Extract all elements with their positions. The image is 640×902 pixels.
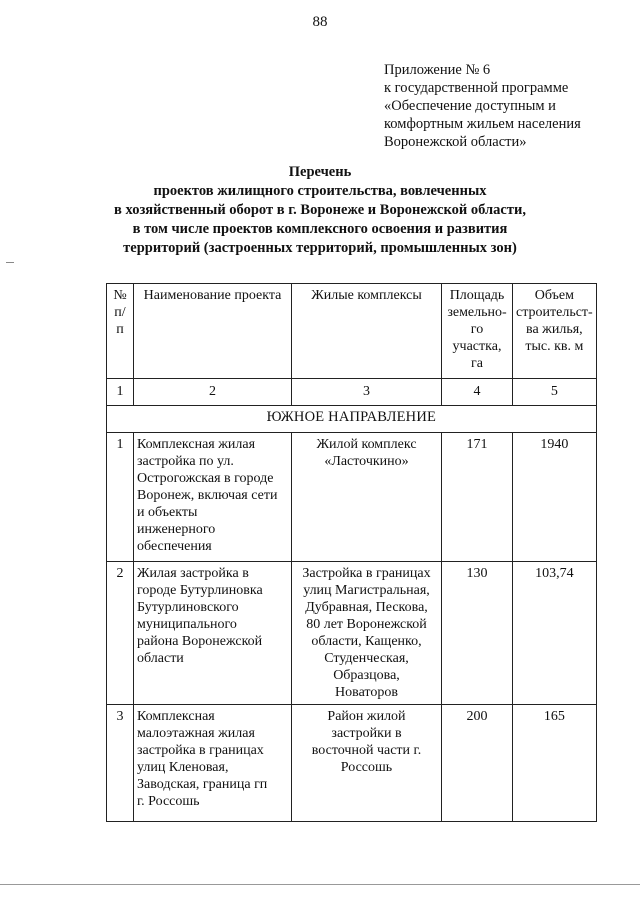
header-text: № [113,288,127,303]
cell-line: Студенческая, [324,651,409,666]
appendix-line: комфортным жильем населения [384,116,581,132]
cell-line: Комплексная жилая [137,437,256,452]
cell-line: улиц Кленовая, [137,760,229,775]
row-number: 2 [107,562,134,705]
cell-line: Жилая застройка в [137,566,249,581]
header-text: ва жилья, [526,322,583,337]
cell-line: муниципального [137,617,237,632]
cell-line: области, Кащенко, [311,634,422,649]
header-text: п [116,322,124,337]
residential-complex [292,433,442,562]
land-area: 171 [442,433,513,562]
title-line: Перечень [288,164,352,180]
title-line: проектов жилищного строительства, вовлеченных [153,183,487,199]
residential-complex [292,705,442,822]
header-cell-volume [513,284,597,379]
cell-line: городе Бутурлиновка [137,583,263,598]
cell-line: застройки в [331,726,402,741]
table-row [107,562,597,705]
cell-line: Острогожская в городе [137,471,274,486]
header-text: Жилые комплексы [311,288,422,303]
cell-line: Застройка в границах [302,566,431,581]
column-number-row [107,379,597,406]
column-number: 2 [134,379,292,406]
cell-line: «Ласточкино» [324,454,409,469]
housing-volume: 1940 [513,433,597,562]
row-number: 3 [107,705,134,822]
housing-volume: 165 [513,705,597,822]
cell-line: улиц Магистральная, [303,583,430,598]
cell-line: застройка по ул. [137,454,234,469]
cell-line: Дубравная, Пескова, [305,600,428,615]
row-number: 1 [107,433,134,562]
header-text: го [470,322,484,337]
page-number: 88 [312,14,328,30]
header-text: Площадь [449,288,505,303]
appendix-note [384,61,614,151]
cell-line: района Воронежской [137,634,263,649]
cell-line: Бутурлиновского [137,600,239,615]
appendix-line: «Обеспечение доступным и [384,98,556,114]
cell-line: восточной части г. [311,743,422,758]
header-cell-name [134,284,292,379]
header-text: земельно- [447,305,507,320]
cell-line: Заводская, граница гп [137,777,268,792]
cell-line: застройка в границах [137,743,264,758]
header-text: га [471,356,483,371]
cell-line: Комплексная [137,709,215,724]
section-row [107,406,597,433]
margin-mark [6,262,14,263]
cell-line: Новаторов [335,685,398,700]
cell-line: г. Россошь [137,794,200,809]
project-name [134,562,292,705]
housing-volume: 103,74 [513,562,597,705]
cell-line: малоэтажная жилая [137,726,255,741]
header-text: участка, [452,339,502,354]
cell-line: и объекты [137,505,198,520]
project-name [134,705,292,822]
column-number: 4 [442,379,513,406]
document-title [90,163,550,258]
title-line: в том числе проектов комплексного освоения и развития [132,221,508,237]
column-number: 5 [513,379,597,406]
cell-line: Воронеж, включая сети [137,488,278,503]
header-text: Объем [534,288,574,303]
header-text: Наименование проекта [143,288,282,303]
land-area: 130 [442,562,513,705]
appendix-line: к государственной программе [384,80,569,96]
projects-table [106,283,597,822]
cell-line: Образцова, [333,668,400,683]
section-heading: ЮЖНОЕ НАПРАВЛЕНИЕ [107,406,597,433]
cell-line: Жилой комплекс [316,437,417,452]
column-number: 3 [292,379,442,406]
land-area: 200 [442,705,513,822]
table-row [107,433,597,562]
header-row [107,284,597,379]
appendix-line: Воронежской области» [384,134,527,150]
page-bottom-rule [0,884,640,885]
residential-complex [292,562,442,705]
header-cell-complex [292,284,442,379]
appendix-line: Приложение № 6 [384,62,491,78]
header-text: п/ [114,305,126,320]
header-text: тыс. кв. м [525,339,584,354]
title-line: территорий (застроенных территорий, промышленных зон) [123,240,517,256]
column-number: 1 [107,379,134,406]
title-line: в хозяйственный оборот в г. Воронеже и Воронежской области, [114,202,526,218]
cell-line: Район жилой [327,709,406,724]
cell-line: инженерного [137,522,216,537]
cell-line: Россошь [340,760,393,775]
header-text: строительст- [516,305,593,320]
cell-line: 80 лет Воронежской [306,617,427,632]
cell-line: области [137,651,184,666]
cell-line: обеспечения [137,539,212,554]
header-cell-num [107,284,134,379]
table-row [107,705,597,822]
header-cell-area [442,284,513,379]
project-name [134,433,292,562]
